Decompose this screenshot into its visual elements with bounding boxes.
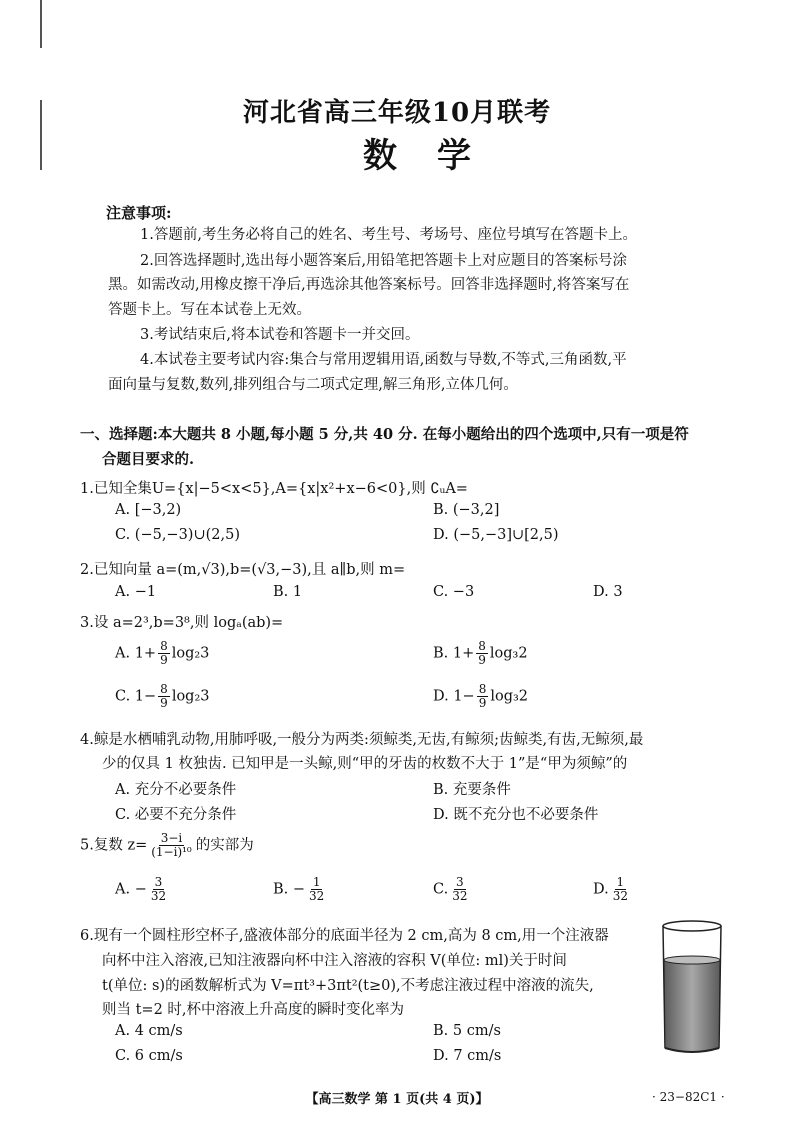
fraction-denominator: 9: [478, 696, 487, 710]
fraction-numerator: 3: [456, 875, 464, 889]
notice-line: 3.考试结束后,将本试卷和答题卡一并交回。: [140, 327, 420, 343]
q5-d-sign: D.: [593, 881, 609, 898]
fraction-numerator: 3−i: [160, 831, 183, 845]
q3-option-c: [115, 683, 210, 710]
q3-d-prefix: D. 1−: [433, 688, 475, 705]
fraction-numerator: 1: [312, 875, 321, 889]
fraction: [307, 876, 326, 903]
page-footer: 【高三数学 第 1 页(共 4 页)】: [305, 1092, 489, 1107]
q5-c-sign: C.: [433, 881, 449, 898]
fraction-numerator: 3: [154, 875, 163, 889]
q1-option-a: A. [−3,2): [115, 502, 182, 518]
fraction-numerator: 1: [616, 875, 625, 889]
fraction: [476, 640, 488, 667]
fraction: [477, 683, 489, 710]
q3-c-prefix: C. 1−: [115, 688, 157, 705]
q5-option-a: [115, 876, 170, 903]
fraction-denominator: 32: [309, 889, 325, 903]
q1-option-b: B. (−3,2]: [433, 502, 500, 518]
q3-b-prefix: B. 1+: [433, 645, 475, 662]
q1-option-d: D. (−5,−3]∪[2,5): [433, 527, 559, 543]
fraction-numerator: 8: [478, 639, 486, 653]
subject-title: 数学: [363, 136, 511, 176]
question-3-stem: 3.设 a=2³,b=3⁸,则 logₐ(ab)=: [80, 615, 284, 631]
question-5-stem: [80, 832, 254, 859]
q4-option-a: A. 充分不必要条件: [115, 782, 237, 798]
q3-a-suffix: log₂3: [171, 645, 210, 662]
fraction: [158, 683, 170, 710]
fraction-denominator: 32: [612, 889, 628, 903]
q3-option-b: [433, 640, 528, 667]
section-heading-cont: 合题目要求的.: [102, 451, 195, 468]
fraction-numerator: 8: [160, 682, 168, 696]
notice-line: 2.回答选择题时,选出每小题答案后,用铅笔把答题卡上对应题目的答案标号涂: [140, 253, 628, 269]
q4-option-d: D. 既不充分也不必要条件: [433, 807, 599, 823]
cup-illustration: [660, 920, 724, 1056]
section-heading: 一、选择题:本大题共 8 小题,每小题 5 分,共 40 分. 在每小题给出的四个选项中,只有一项是符: [80, 426, 689, 443]
q5-a-sign: A. −: [115, 881, 147, 898]
q5-option-d: [593, 876, 632, 903]
notice-line: 黑。如需改动,用橡皮擦干净后,再选涂其他答案标号。回答非选择题时,将答案写在: [108, 277, 630, 293]
q5-stem-prefix: 5.复数 z=: [80, 837, 148, 854]
notice-line: 答题卡上。写在本试卷上无效。: [108, 302, 311, 318]
q6-option-d: D. 7 cm/s: [433, 1048, 502, 1064]
fraction-denominator: 9: [160, 696, 168, 710]
notice-line: 面向量与复数,数列,排列组合与二项式定理,解三角形,立体几何。: [108, 377, 518, 393]
q4-option-c: C. 必要不充分条件: [115, 807, 237, 823]
q5-b-sign: B. −: [273, 881, 306, 898]
fraction: [149, 876, 168, 903]
fraction: [158, 640, 170, 667]
q3-b-suffix: log₃2: [489, 645, 528, 662]
question-6-line3: t(单位: s)的函数解析式为 V=πt³+3πt²(t≥0),不考虑注液过程中溶液的流失,: [102, 978, 594, 994]
paper-code: · 23−82C1 ·: [652, 1090, 725, 1104]
q2-option-b: B. 1: [273, 584, 303, 600]
q2-option-c: C. −3: [433, 584, 475, 600]
question-6-line4: 则当 t=2 时,杯中溶液上升高度的瞬时变化率为: [102, 1002, 405, 1018]
notice-heading: 注意事项:: [106, 204, 172, 222]
q6-option-c: C. 6 cm/s: [115, 1048, 183, 1064]
fraction-numerator: 8: [478, 682, 487, 696]
q6-option-a: A. 4 cm/s: [115, 1023, 183, 1039]
fraction: [611, 876, 630, 903]
q5-option-b: [273, 876, 328, 903]
question-4-line2: 少的仅具 1 枚独齿. 已知甲是一头鲸,则“甲的牙齿的枚数不大于 1”是“甲为须鲸”的: [102, 756, 628, 772]
fraction-numerator: 8: [160, 639, 168, 653]
question-4-line1: 4.鲸是水栖哺乳动物,用肺呼吸,一般分为两类:须鲸类,无齿,有鲸须;齿鲸类,有齿,无鲸须,最: [80, 732, 644, 748]
q1-option-c: C. (−5,−3)∪(2,5): [115, 527, 240, 543]
fraction-denominator: (1−i)¹⁰: [151, 845, 192, 859]
fraction-denominator: 9: [160, 653, 168, 667]
q5-option-c: [433, 876, 471, 903]
fraction-denominator: 32: [452, 889, 468, 903]
q2-option-d: D. 3: [593, 584, 623, 600]
q2-option-a: A. −1: [115, 584, 157, 600]
question-1-stem: 1.已知全集U={x|−5<x<5},A={x|x²+x−6<0},则 ∁ᵤA=: [80, 481, 468, 497]
fraction-denominator: 32: [150, 889, 167, 903]
q3-option-d: [433, 683, 528, 710]
q3-a-prefix: A. 1+: [115, 645, 157, 662]
notice-line: 4.本试卷主要考试内容:集合与常用逻辑用语,函数与导数,不等式,三角函数,平: [140, 352, 627, 368]
fraction: [450, 876, 469, 903]
q3-option-a: [115, 640, 209, 667]
q5-stem-suffix: 的实部为: [195, 837, 254, 854]
q3-d-suffix: log₃2: [490, 688, 529, 705]
fraction-denominator: 9: [478, 653, 486, 667]
q6-option-b: B. 5 cm/s: [433, 1023, 501, 1039]
exam-title: 河北省高三年级10月联考: [242, 98, 552, 128]
question-2-stem: 2.已知向量 a=(m,√3),b=(√3,−3),且 a∥b,则 m=: [80, 562, 406, 578]
margin-line-top: [40, 0, 42, 48]
question-6-line2: 向杯中注入溶液,已知注液器向杯中注入溶液的容积 V(单位: ml)关于时间: [102, 953, 567, 969]
notice-line: 1.答题前,考生务必将自己的姓名、考生号、考场号、座位号填写在答题卡上。: [140, 227, 637, 243]
q4-option-b: B. 充要条件: [433, 782, 511, 798]
question-6-line1: 6.现有一个圆柱形空杯子,盛液体部分的底面半径为 2 cm,高为 8 cm,用一个注液器: [80, 928, 609, 944]
fraction: [149, 832, 194, 859]
q3-c-suffix: log₂3: [171, 688, 210, 705]
